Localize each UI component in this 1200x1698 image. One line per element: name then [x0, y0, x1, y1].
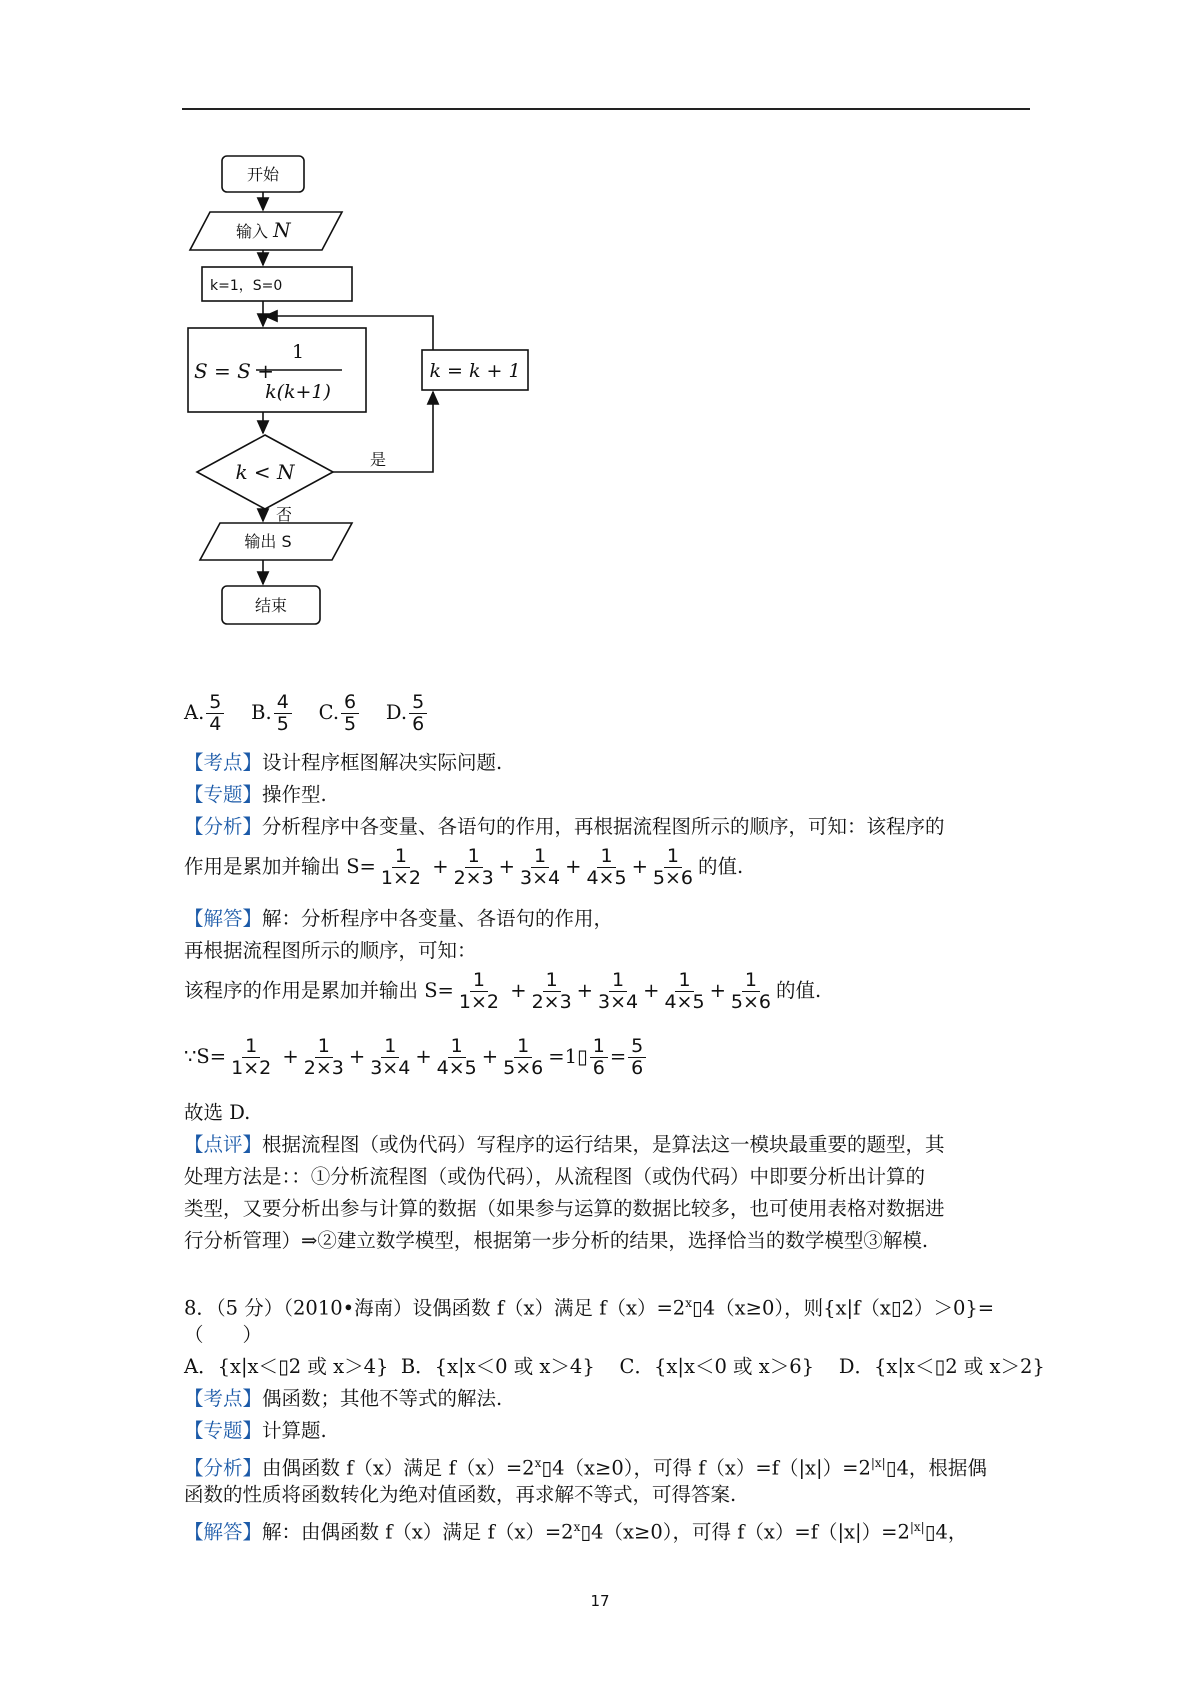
q7-fenxi-2: 作用是累加并输出 S= $\frac{1}{1\times 2}$ + $\frac{1}{2\times 3}$ + $\frac{1}{3\times 4}$ + $\frac{1}{4\times 5}$ + $\frac{1}{5\times 6}$ 的值.: [184, 845, 744, 889]
q7-dianping-4: 行分析管理）⇒②建立数学模型，根据第一步分析的结果，选择恰当的数学模型③解模.: [184, 1229, 929, 1252]
q8-stem-2: （ ）: [184, 1323, 263, 1346]
header-rule: [182, 108, 1030, 110]
q7-kaodian: 【考点】设计程序框图解决实际问题.: [184, 751, 503, 774]
yes-label: 是: [370, 450, 387, 469]
output-label: 输出 S: [244, 532, 292, 551]
q8-fenxi-2: 函数的性质将函数转化为绝对值函数，再求解不等式，可得答案.: [184, 1483, 737, 1506]
update-label: S = S +: [194, 359, 274, 383]
q7-options: A. $\frac{5}{4}$ B. $\frac{4}{5}$ C. $\frac{6}{5}$ D. $\frac{5}{6}$: [184, 692, 429, 735]
q7-jieda-4: ∵S= $\frac{1}{1\times 2}$ + $\frac{1}{2\times 3}$ + $\frac{1}{3\times 4}$ + $\frac{1}{4\times 5}$ + $\frac{1}{5\times 6}$ =1▯ $\frac{1}{6}$ = $\frac{5}{6}$: [184, 1036, 648, 1079]
start-label: 开始: [246, 165, 280, 184]
q8-jieda-1: 【解答】解：由偶函数 f（x）满足 $f(x)=2^x▯4(x\ge 0)$，可得 $f(x)=f(|x|)=2^{|x|}▯4$，: [184, 1520, 968, 1544]
no-label: 否: [276, 505, 293, 524]
q7-dianping-3: 类型，又要分析出参与计算的数据（如果参与运算的数据比较多，也可使用表格对数据进: [184, 1197, 945, 1220]
q7-jieda-2: 再根据流程图所示的顺序，可知：: [184, 939, 477, 962]
q7-zhuanti: 【专题】操作型.: [184, 783, 327, 806]
q8-zhuanti: 【专题】计算题.: [184, 1419, 327, 1442]
q8-fenxi-1: 【分析】由偶函数 f（x）满足 $f(x)=2^x▯4(x\ge 0)$，可得 $f(x)=f(|x|)=2^{|x|}▯4$，根据偶: [184, 1456, 987, 1480]
input-label: 输入 N: [236, 218, 291, 242]
update-numerator: 1: [291, 341, 305, 363]
update-denominator: k(k+1): [265, 381, 331, 403]
q8-options: A．{x|x＜▯2 或 x＞4} B．{x|x＜0 或 x＞4} C．{x|x＜0 或 x＞6} D．{x|x＜▯2 或 x＞2}: [184, 1355, 1045, 1378]
q7-jieda-1: 【解答】解：分析程序中各变量、各语句的作用，: [184, 907, 614, 930]
init-label: k=1，S=0: [210, 278, 283, 294]
q7-dianping-2: 处理方法是：：①分析流程图（或伪代码），从流程图（或伪代码）中即要分析出计算的: [184, 1165, 926, 1188]
increment-label: k = k + 1: [429, 360, 521, 382]
q8-stem-1: 8．（5 分）（2010•海南）设偶函数 f（x）满足 $f(x)=2^x▯4(x\ge 0)$，则{x|f（x▯2）＞0}=: [184, 1296, 995, 1320]
q7-jieda-3: 该程序的作用是累加并输出 S= $\frac{1}{1\times 2}$ + $\frac{1}{2\times 3}$ + $\frac{1}{3\times 4}$ + $\frac{1}{4\times 5}$ + $\frac{1}{5\times 6}$ 的值.: [184, 969, 822, 1013]
end-label: 结束: [254, 596, 288, 615]
q7-jieda-5: 故选 D.: [184, 1101, 251, 1124]
page-number: 17: [590, 1592, 610, 1610]
flowchart: [180, 150, 560, 640]
q8-kaodian: 【考点】偶函数；其他不等式的解法.: [184, 1387, 503, 1410]
condition-label: k < N: [235, 460, 295, 484]
q7-fenxi-1: 【分析】分析程序中各变量、各语句的作用，再根据流程图所示的顺序，可知：该程序的: [184, 815, 945, 838]
q7-dianping-1: 【点评】根据流程图（或伪代码）写程序的运行结果，是算法这一模块最重要的题型，其: [184, 1133, 945, 1156]
